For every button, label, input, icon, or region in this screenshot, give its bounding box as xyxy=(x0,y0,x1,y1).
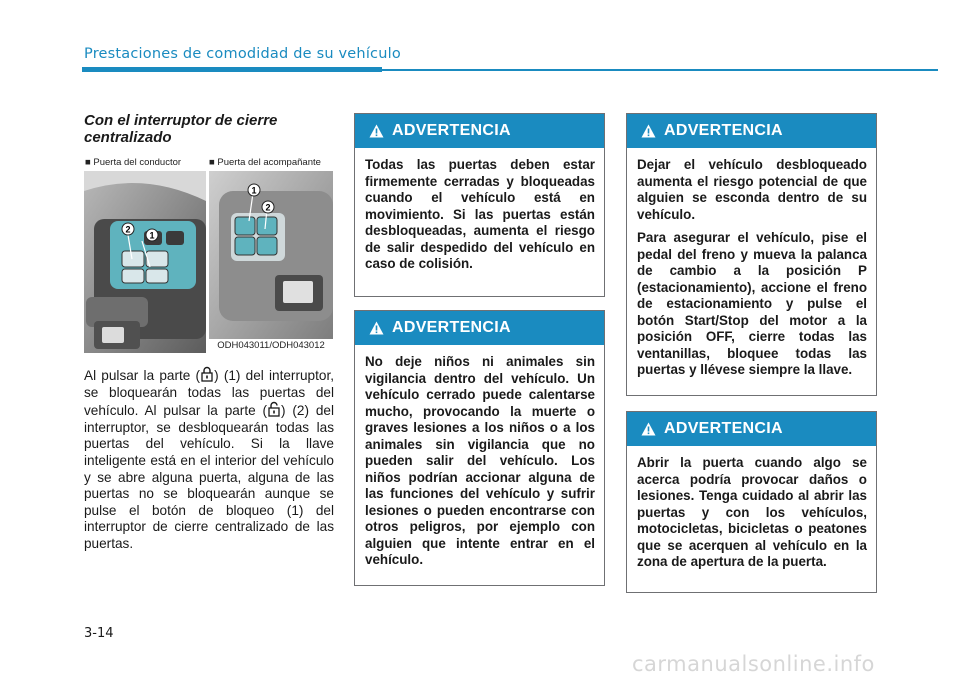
warning-paragraph: Dejar el vehículo desbloqueado aumenta el riesgo potencial de que alguien se esconda dentro de su vehículo. xyxy=(637,157,867,222)
section-title: Con el interruptor de cierre centralizado xyxy=(84,112,278,146)
callout-lock-passenger: 1 xyxy=(251,185,257,196)
warning-triangle-icon xyxy=(369,321,384,335)
photo-caption-passenger: ■ Puerta del acompañante xyxy=(209,157,321,168)
warning-box-4 xyxy=(626,411,877,593)
callout-lock: 1 xyxy=(149,230,155,241)
body-seg-2: ) (1) del interruptor, se bloquearán todas las puertas del vehículo. Al pulsar la parte ( xyxy=(84,368,334,419)
warning-title: ADVERTENCIA xyxy=(392,122,511,139)
warning-header xyxy=(627,412,876,446)
warning-title: ADVERTENCIA xyxy=(392,319,511,336)
warning-paragraph: Abrir la puerta cuando algo se acerca podría provocar daños o lesiones. Tenga cuidado al abrir las puertas y con los vehículos, motocicletas, bicicletas o peatones que se acerquen al vehículo en la zona de apertura de la puerta. xyxy=(637,455,867,569)
callout-unlock: 2 xyxy=(125,224,131,235)
warning-body xyxy=(627,446,876,571)
warning-title: ADVERTENCIA xyxy=(664,420,783,437)
photo-caption-driver: ■ Puerta del conductor xyxy=(85,157,182,168)
warning-body xyxy=(355,148,604,273)
warning-body xyxy=(627,148,876,379)
warning-box-2 xyxy=(354,310,605,586)
header-rule-thin xyxy=(382,69,938,71)
warning-paragraph: No deje niños ni animales sin vigilancia dentro del vehículo. Un vehículo cerrado puede calentarse mucho, provocando la muerte o graves lesiones a los niños o a los animales sin vigilancia que no pueden salir del vehículo. Los niños podrían accionar alguna de las funciones del vehículo y sufrir lesiones o pueden encontrarse con otros peligros, por ejemplo con alguien que intente entrar en el vehículo. xyxy=(365,354,595,567)
warning-triangle-icon xyxy=(641,422,656,436)
warning-header xyxy=(355,311,604,345)
body-seg-1: Al pulsar la parte ( xyxy=(84,368,201,383)
body-text xyxy=(84,366,334,553)
unlock-icon xyxy=(268,401,280,417)
warning-header xyxy=(355,114,604,148)
warning-box-3 xyxy=(626,113,877,396)
photo-passenger-door xyxy=(209,171,333,353)
header-rule-thick xyxy=(82,67,382,72)
warning-triangle-icon xyxy=(369,124,384,138)
header-title: Prestaciones de comodidad de su vehículo xyxy=(84,46,401,62)
watermark: carmanualsonline.info xyxy=(632,652,875,676)
photo-driver-door xyxy=(84,171,206,353)
warning-triangle-icon xyxy=(641,124,656,138)
warning-title: ADVERTENCIA xyxy=(664,122,783,139)
warning-box-1 xyxy=(354,113,605,297)
lock-icon xyxy=(201,366,213,382)
warning-paragraph: Todas las puertas deben estar firmemente cerradas y bloqueadas cuando el vehículo está en movimiento. Si las puertas están desbloqueadas, aumenta el riesgo de salir despedido del vehículo en caso de colisión. xyxy=(365,157,595,271)
body-seg-3: ) (2) del interruptor, se desbloquearán todas las puertas del vehículo. Si la llave inteligente está en el interior del vehículo y se abre alguna puerta, alguna de las puertas no se bloquearán aunque se pulse el botón de bloqueo (1) del interruptor de cierre centralizado de las puertas. xyxy=(84,403,334,551)
callout-unlock-passenger: 2 xyxy=(265,202,271,213)
warning-body xyxy=(355,345,604,569)
warning-header xyxy=(627,114,876,148)
photo-code: ODH043011/ODH043012 xyxy=(209,339,333,353)
warning-paragraph: Para asegurar el vehículo, pise el pedal del freno y mueva la palanca de cambio a la posición P (estacionamiento), accione el freno de estacionamiento y pulse el botón Start/Stop del motor a la posición OFF, cierre todas las ventanillas, bloquee todas las puertas y llévese siempre la llave. xyxy=(637,230,867,377)
page-number: 3-14 xyxy=(84,626,114,641)
